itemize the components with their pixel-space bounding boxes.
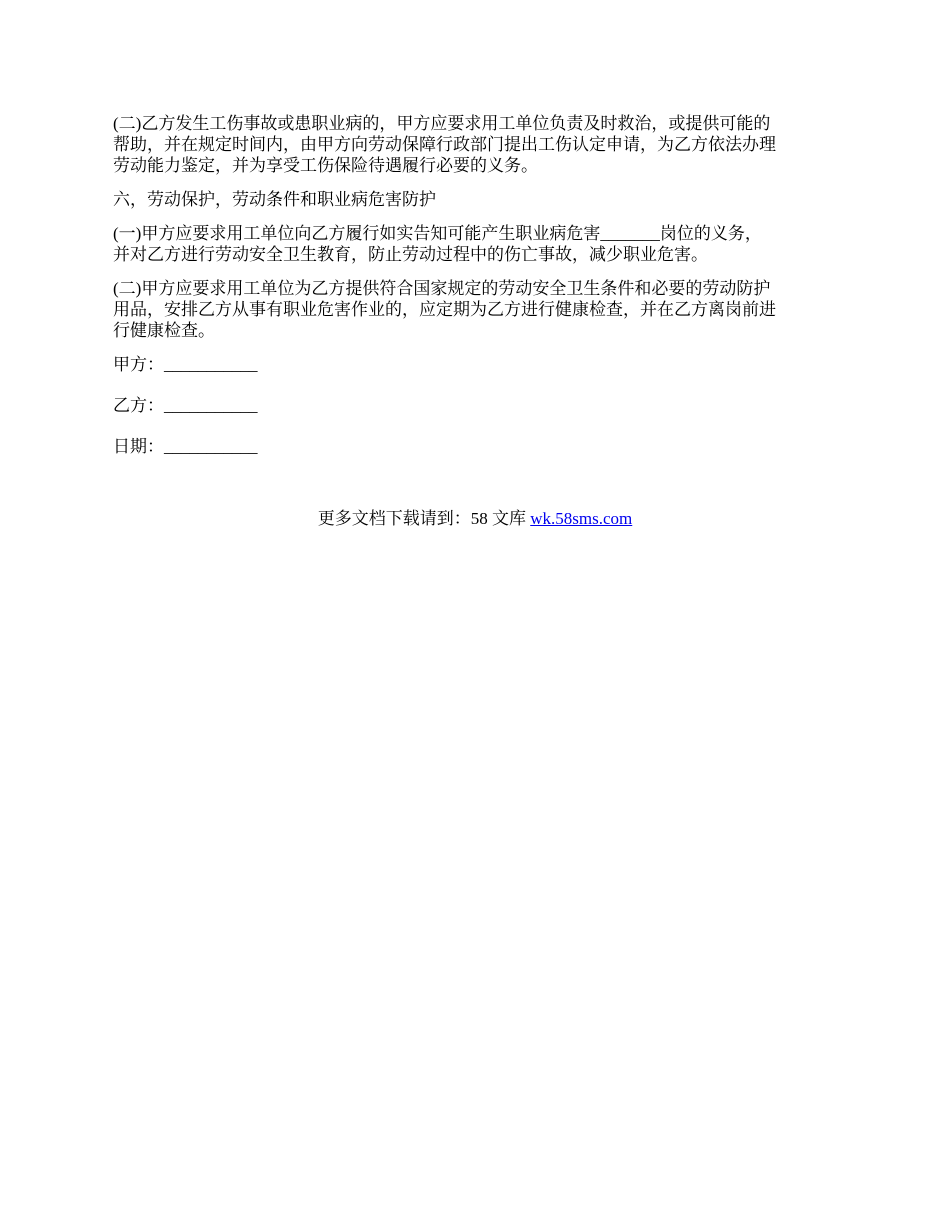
footer-link[interactable]: wk.58sms.com bbox=[530, 509, 633, 528]
footer-text: 更多文档下载请到：58 文库 bbox=[317, 509, 531, 528]
signature-party-b: 乙方：___________ bbox=[113, 396, 258, 415]
paragraph-injury-treatment bbox=[113, 113, 843, 176]
text-line: 劳动能力鉴定，并为享受工伤保险待遇履行必要的义务。 bbox=[113, 156, 538, 175]
text-line: (二)乙方发生工伤事故或患职业病的，甲方应要求用工单位负责及时救治，或提供可能的 bbox=[113, 114, 771, 133]
section-heading: 六，劳动保护，劳动条件和职业病危害防护 bbox=[113, 190, 436, 209]
footer-download-note bbox=[0, 508, 950, 529]
clause-one bbox=[113, 223, 843, 265]
text-line: 并对乙方进行劳动安全卫生教育，防止劳动过程中的伤亡事故，减少职业危害。 bbox=[113, 245, 708, 264]
text-line: 行健康检查。 bbox=[113, 321, 215, 340]
signature-date: 日期：___________ bbox=[113, 437, 258, 456]
document-body bbox=[113, 113, 843, 477]
text-line: (二)甲方应要求用工单位为乙方提供符合国家规定的劳动安全卫生条件和必要的劳动防护 bbox=[113, 279, 771, 298]
clause-two bbox=[113, 278, 843, 341]
text-line: 帮助，并在规定时间内，由甲方向劳动保障行政部门提出工伤认定申请，为乙方依法办理 bbox=[113, 135, 776, 154]
signature-party-a: 甲方：___________ bbox=[113, 355, 258, 374]
text-line: 用品，安排乙方从事有职业危害作业的，应定期为乙方进行健康检查，并在乙方离岗前进 bbox=[113, 300, 776, 319]
text-line: (一)甲方应要求用工单位向乙方履行如实告知可能产生职业病危害_______岗位的义务， bbox=[113, 224, 762, 243]
